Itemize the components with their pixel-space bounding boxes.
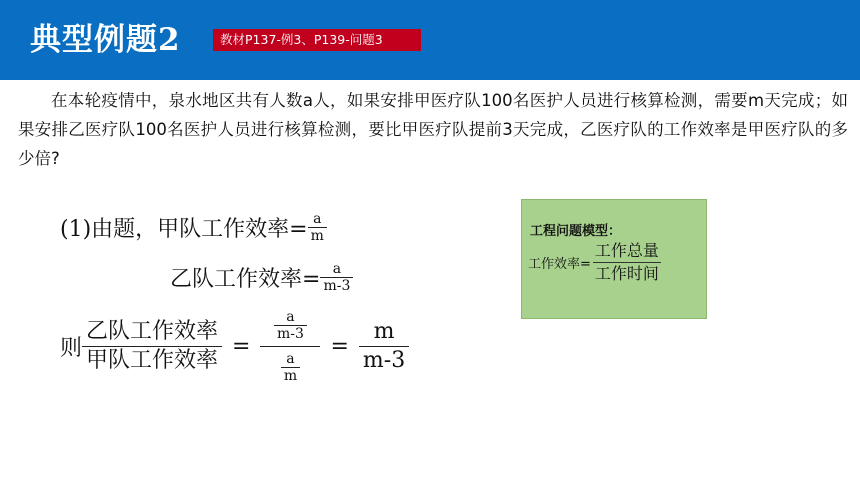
- result-fraction: [359, 318, 409, 375]
- solution-line-3: [60, 309, 409, 384]
- slide-title: 典型例题2: [30, 22, 181, 58]
- line2-denominator: m-3: [323, 278, 351, 294]
- model-fraction: [593, 240, 661, 285]
- equals-sign: =: [330, 334, 349, 359]
- model-formula: [528, 240, 661, 285]
- compound-bottom-denominator: m: [283, 368, 298, 384]
- line2-fraction: [320, 261, 353, 294]
- equals-sign: =: [232, 334, 251, 359]
- problem-statement: 在本轮疫情中，泉水地区共有人数a人，如果安排甲医疗队100名医护人员进行核算检测，需要m天完成；如果安排乙医疗队100名医护人员进行核算检测，要比甲医疗队提前3天完成，乙医疗队的工作效率是甲医疗队的多少倍?: [18, 91, 848, 168]
- work-model-box: [521, 199, 707, 319]
- solution-line-2: [170, 261, 353, 294]
- compound-main-bar: [260, 346, 320, 347]
- compound-bottom-numerator: a: [286, 351, 295, 367]
- compound-bottom: [281, 351, 300, 384]
- line1-fraction: [308, 211, 327, 244]
- line2-prefix: 乙队工作效率=: [170, 267, 321, 292]
- compound-top: [274, 309, 307, 342]
- model-denominator: 工作时间: [594, 264, 659, 283]
- line1-denominator: m: [310, 228, 324, 244]
- ratio-fraction: [82, 318, 222, 375]
- compound-top-denominator: m-3: [277, 326, 304, 342]
- model-numerator: 工作总量: [594, 241, 659, 260]
- solution-line-1: [60, 211, 327, 244]
- ratio-numerator: 乙队工作效率: [86, 318, 219, 344]
- model-title: 工程问题模型：: [530, 224, 622, 239]
- compound-fraction: [260, 309, 320, 384]
- result-denominator: m-3: [362, 348, 406, 374]
- textbook-reference-badge: 教材P137-例3、P139-问题3: [213, 29, 421, 51]
- line2-numerator: a: [332, 261, 342, 277]
- header-bar: [0, 0, 860, 80]
- model-lhs: 工作效率=: [528, 257, 591, 272]
- result-numerator: m: [373, 318, 395, 344]
- compound-top-numerator: a: [286, 309, 295, 325]
- ratio-denominator: 甲队工作效率: [86, 348, 219, 374]
- line1-numerator: a: [313, 211, 322, 227]
- line3-lead: 则: [60, 336, 83, 361]
- solution-block: [60, 205, 490, 425]
- line1-prefix: (1)由题，甲队工作效率=: [60, 217, 308, 242]
